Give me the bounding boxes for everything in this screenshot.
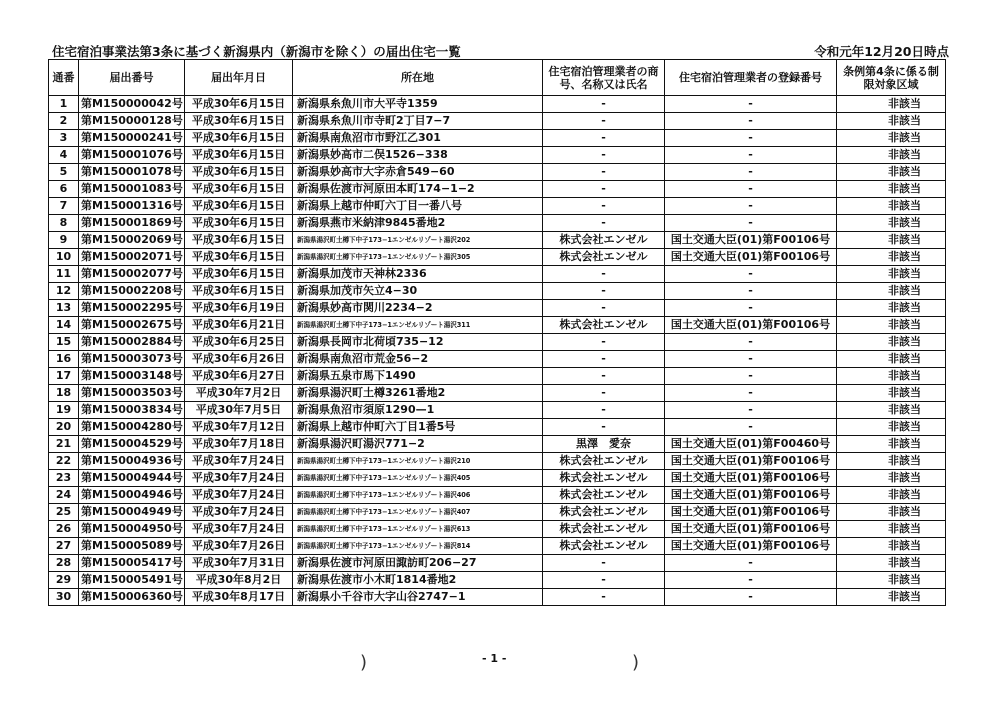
cell-manager-name: - <box>543 402 665 419</box>
cell-serial: 4 <box>49 147 79 164</box>
cell-address: 新潟県湯沢町土樽下中子173−1エンゼルリゾート湯沢405 <box>293 470 543 487</box>
cell-restricted-area: 非該当 <box>837 147 946 164</box>
cell-manager-name: 黒澤 愛奈 <box>543 436 665 453</box>
cell-notification-number: 第M150003834号 <box>79 402 185 419</box>
table-row <box>49 249 946 266</box>
table-row <box>49 504 946 521</box>
cell-restricted-area: 非該当 <box>837 436 946 453</box>
cell-restricted-area: 非該当 <box>837 130 946 147</box>
cell-restricted-area: 非該当 <box>837 164 946 181</box>
cell-manager-registration: - <box>665 147 837 164</box>
cell-restricted-area: 非該当 <box>837 334 946 351</box>
cell-manager-name: - <box>543 589 665 606</box>
cell-address: 新潟県南魚沼市荒金56−2 <box>293 351 543 368</box>
cell-serial: 24 <box>49 487 79 504</box>
cell-restricted-area: 非該当 <box>837 351 946 368</box>
col-header-manager-registration: 住宅宿泊管理業者の登録番号 <box>665 60 837 96</box>
table-row <box>49 181 946 198</box>
cell-serial: 20 <box>49 419 79 436</box>
cell-manager-registration: - <box>665 181 837 198</box>
cell-notification-date: 平成30年7月24日 <box>185 470 293 487</box>
cell-manager-name: - <box>543 113 665 130</box>
cell-serial: 26 <box>49 521 79 538</box>
cell-serial: 29 <box>49 572 79 589</box>
cell-address: 新潟県妙高市大字赤倉549−60 <box>293 164 543 181</box>
cell-address: 新潟県湯沢町湯沢771−2 <box>293 436 543 453</box>
cell-address: 新潟県湯沢町土樽下中子173−1エンゼルリゾート湯沢613 <box>293 521 543 538</box>
cell-notification-date: 平成30年6月21日 <box>185 317 293 334</box>
cell-notification-date: 平成30年6月15日 <box>185 164 293 181</box>
table-row <box>49 555 946 572</box>
cell-notification-date: 平成30年7月18日 <box>185 436 293 453</box>
cell-restricted-area: 非該当 <box>837 215 946 232</box>
cell-restricted-area: 非該当 <box>837 283 946 300</box>
cell-serial: 18 <box>49 385 79 402</box>
cell-manager-name: - <box>543 130 665 147</box>
cell-manager-registration: - <box>665 283 837 300</box>
cell-serial: 6 <box>49 181 79 198</box>
cell-serial: 15 <box>49 334 79 351</box>
cell-restricted-area: 非該当 <box>837 402 946 419</box>
cell-notification-number: 第M150002077号 <box>79 266 185 283</box>
cell-serial: 22 <box>49 453 79 470</box>
cell-notification-number: 第M150004936号 <box>79 453 185 470</box>
cell-notification-number: 第M150005417号 <box>79 555 185 572</box>
cell-manager-registration: 国土交通大臣(01)第F00106号 <box>665 470 837 487</box>
punch-mark-left: ) <box>360 652 368 673</box>
cell-manager-registration: 国土交通大臣(01)第F00460号 <box>665 436 837 453</box>
table-row <box>49 164 946 181</box>
cell-manager-registration: - <box>665 368 837 385</box>
cell-manager-name: 株式会社エンゼル <box>543 317 665 334</box>
cell-serial: 19 <box>49 402 79 419</box>
col-header-manager-name: 住宅宿泊管理業者の商号、名称又は氏名 <box>543 60 665 96</box>
table-row <box>49 368 946 385</box>
cell-notification-number: 第M150003148号 <box>79 368 185 385</box>
cell-manager-registration: 国土交通大臣(01)第F00106号 <box>665 538 837 555</box>
cell-notification-number: 第M150004944号 <box>79 470 185 487</box>
table-row <box>49 487 946 504</box>
table-row <box>49 538 946 555</box>
cell-manager-name: 株式会社エンゼル <box>543 470 665 487</box>
cell-manager-name: 株式会社エンゼル <box>543 453 665 470</box>
cell-notification-number: 第M150004280号 <box>79 419 185 436</box>
cell-address: 新潟県燕市米納津9845番地2 <box>293 215 543 232</box>
cell-notification-number: 第M150002675号 <box>79 317 185 334</box>
cell-notification-date: 平成30年6月15日 <box>185 130 293 147</box>
page-number: - 1 - <box>482 652 507 665</box>
cell-restricted-area: 非該当 <box>837 589 946 606</box>
cell-restricted-area: 非該当 <box>837 504 946 521</box>
cell-restricted-area: 非該当 <box>837 521 946 538</box>
cell-manager-registration: - <box>665 572 837 589</box>
cell-serial: 3 <box>49 130 79 147</box>
cell-notification-date: 平成30年7月24日 <box>185 453 293 470</box>
cell-notification-date: 平成30年6月15日 <box>185 283 293 300</box>
cell-manager-name: - <box>543 164 665 181</box>
cell-manager-registration: 国土交通大臣(01)第F00106号 <box>665 521 837 538</box>
cell-manager-registration: - <box>665 555 837 572</box>
cell-notification-date: 平成30年8月2日 <box>185 572 293 589</box>
cell-manager-registration: - <box>665 334 837 351</box>
cell-serial: 21 <box>49 436 79 453</box>
cell-notification-number: 第M150000241号 <box>79 130 185 147</box>
col-header-notification-date: 届出年月日 <box>185 60 293 96</box>
cell-notification-number: 第M150003073号 <box>79 351 185 368</box>
cell-address: 新潟県佐渡市河原田諏訪町206−27 <box>293 555 543 572</box>
cell-notification-number: 第M150004950号 <box>79 521 185 538</box>
cell-address: 新潟県湯沢町土樽下中子173−1エンゼルリゾート湯沢305 <box>293 249 543 266</box>
cell-restricted-area: 非該当 <box>837 266 946 283</box>
cell-notification-number: 第M150002295号 <box>79 300 185 317</box>
cell-notification-date: 平成30年6月15日 <box>185 215 293 232</box>
cell-notification-number: 第M150004949号 <box>79 504 185 521</box>
cell-serial: 5 <box>49 164 79 181</box>
punch-mark-right: ) <box>632 652 640 673</box>
cell-restricted-area: 非該当 <box>837 300 946 317</box>
cell-manager-registration: 国土交通大臣(01)第F00106号 <box>665 317 837 334</box>
cell-notification-date: 平成30年7月24日 <box>185 487 293 504</box>
cell-manager-registration: - <box>665 164 837 181</box>
cell-manager-registration: 国土交通大臣(01)第F00106号 <box>665 249 837 266</box>
cell-serial: 23 <box>49 470 79 487</box>
registration-table <box>48 59 946 606</box>
cell-manager-name: - <box>543 368 665 385</box>
cell-manager-name: - <box>543 419 665 436</box>
cell-address: 新潟県妙高市関川2234−2 <box>293 300 543 317</box>
table-row <box>49 198 946 215</box>
table-row <box>49 402 946 419</box>
cell-restricted-area: 非該当 <box>837 555 946 572</box>
cell-notification-number: 第M150000128号 <box>79 113 185 130</box>
cell-manager-name: - <box>543 96 665 113</box>
cell-manager-name: - <box>543 283 665 300</box>
cell-notification-number: 第M150005491号 <box>79 572 185 589</box>
cell-manager-name: - <box>543 334 665 351</box>
cell-manager-name: - <box>543 266 665 283</box>
table-row <box>49 96 946 113</box>
table-row <box>49 385 946 402</box>
cell-serial: 8 <box>49 215 79 232</box>
cell-address: 新潟県湯沢町土樽下中子173−1エンゼルリゾート湯沢814 <box>293 538 543 555</box>
cell-manager-registration: - <box>665 419 837 436</box>
cell-notification-date: 平成30年6月15日 <box>185 198 293 215</box>
table-row <box>49 232 946 249</box>
cell-manager-registration: - <box>665 266 837 283</box>
table-row <box>49 266 946 283</box>
cell-manager-registration: - <box>665 589 837 606</box>
cell-manager-registration: - <box>665 113 837 130</box>
table-row <box>49 283 946 300</box>
cell-notification-date: 平成30年6月15日 <box>185 96 293 113</box>
table-row <box>49 589 946 606</box>
cell-address: 新潟県糸魚川市寺町2丁目7−7 <box>293 113 543 130</box>
table-row <box>49 572 946 589</box>
col-header-restricted-area: 条例第4条に係る制限対象区域 <box>837 60 946 96</box>
col-header-serial: 通番 <box>49 60 79 96</box>
cell-restricted-area: 非該当 <box>837 317 946 334</box>
cell-notification-date: 平成30年7月5日 <box>185 402 293 419</box>
cell-restricted-area: 非該当 <box>837 419 946 436</box>
cell-address: 新潟県佐渡市小木町1814番地2 <box>293 572 543 589</box>
document-title: 住宅宿泊事業法第3条に基づく新潟県内（新潟市を除く）の届出住宅一覧 <box>52 44 461 59</box>
cell-notification-number: 第M150002884号 <box>79 334 185 351</box>
as-of-date: 令和元年12月20日時点 <box>814 44 949 59</box>
cell-manager-name: 株式会社エンゼル <box>543 487 665 504</box>
cell-manager-registration: - <box>665 402 837 419</box>
cell-address: 新潟県佐渡市河原田本町174−1−2 <box>293 181 543 198</box>
cell-notification-date: 平成30年6月19日 <box>185 300 293 317</box>
cell-notification-number: 第M150002071号 <box>79 249 185 266</box>
cell-manager-name: - <box>543 147 665 164</box>
cell-manager-name: 株式会社エンゼル <box>543 504 665 521</box>
cell-address: 新潟県小千谷市大字山谷2747−1 <box>293 589 543 606</box>
cell-serial: 30 <box>49 589 79 606</box>
cell-notification-date: 平成30年7月31日 <box>185 555 293 572</box>
cell-manager-name: - <box>543 351 665 368</box>
cell-restricted-area: 非該当 <box>837 487 946 504</box>
cell-restricted-area: 非該当 <box>837 470 946 487</box>
col-header-address: 所在地 <box>293 60 543 96</box>
table-row <box>49 453 946 470</box>
cell-manager-name: - <box>543 385 665 402</box>
cell-notification-date: 平成30年6月27日 <box>185 368 293 385</box>
cell-notification-date: 平成30年6月15日 <box>185 232 293 249</box>
table-row <box>49 113 946 130</box>
cell-restricted-area: 非該当 <box>837 368 946 385</box>
cell-notification-number: 第M150004529号 <box>79 436 185 453</box>
cell-notification-date: 平成30年7月12日 <box>185 419 293 436</box>
cell-restricted-area: 非該当 <box>837 385 946 402</box>
cell-manager-registration: - <box>665 300 837 317</box>
cell-address: 新潟県加茂市矢立4−30 <box>293 283 543 300</box>
cell-serial: 1 <box>49 96 79 113</box>
cell-serial: 2 <box>49 113 79 130</box>
cell-serial: 27 <box>49 538 79 555</box>
cell-address: 新潟県上越市仲町六丁目1番5号 <box>293 419 543 436</box>
cell-address: 新潟県糸魚川市大平寺1359 <box>293 96 543 113</box>
cell-manager-registration: 国土交通大臣(01)第F00106号 <box>665 453 837 470</box>
cell-manager-registration: 国土交通大臣(01)第F00106号 <box>665 504 837 521</box>
cell-manager-name: - <box>543 572 665 589</box>
cell-restricted-area: 非該当 <box>837 249 946 266</box>
cell-notification-number: 第M150003503号 <box>79 385 185 402</box>
table-row <box>49 130 946 147</box>
cell-manager-name: - <box>543 555 665 572</box>
cell-address: 新潟県湯沢町土樽3261番地2 <box>293 385 543 402</box>
cell-notification-number: 第M150005089号 <box>79 538 185 555</box>
table-row <box>49 334 946 351</box>
table-row <box>49 215 946 232</box>
cell-notification-number: 第M150001083号 <box>79 181 185 198</box>
cell-restricted-area: 非該当 <box>837 96 946 113</box>
cell-address: 新潟県湯沢町土樽下中子173−1エンゼルリゾート湯沢210 <box>293 453 543 470</box>
table-row <box>49 317 946 334</box>
cell-manager-registration: - <box>665 215 837 232</box>
cell-notification-date: 平成30年6月15日 <box>185 147 293 164</box>
cell-notification-number: 第M150004946号 <box>79 487 185 504</box>
cell-notification-date: 平成30年6月15日 <box>185 113 293 130</box>
cell-notification-date: 平成30年6月15日 <box>185 249 293 266</box>
cell-notification-date: 平成30年7月24日 <box>185 521 293 538</box>
cell-notification-number: 第M150001869号 <box>79 215 185 232</box>
document-header <box>52 42 949 58</box>
cell-notification-number: 第M150002208号 <box>79 283 185 300</box>
cell-notification-number: 第M150006360号 <box>79 589 185 606</box>
table-row <box>49 351 946 368</box>
cell-restricted-area: 非該当 <box>837 198 946 215</box>
table-row <box>49 470 946 487</box>
cell-notification-number: 第M150000042号 <box>79 96 185 113</box>
cell-serial: 7 <box>49 198 79 215</box>
table-row <box>49 521 946 538</box>
cell-address: 新潟県五泉市馬下1490 <box>293 368 543 385</box>
cell-manager-name: 株式会社エンゼル <box>543 521 665 538</box>
cell-notification-date: 平成30年6月25日 <box>185 334 293 351</box>
table-row <box>49 419 946 436</box>
cell-manager-name: 株式会社エンゼル <box>543 249 665 266</box>
cell-address: 新潟県南魚沼市市野江乙301 <box>293 130 543 147</box>
cell-address: 新潟県上越市仲町六丁目一番八号 <box>293 198 543 215</box>
cell-notification-number: 第M150001076号 <box>79 147 185 164</box>
cell-manager-name: 株式会社エンゼル <box>543 538 665 555</box>
cell-manager-name: - <box>543 215 665 232</box>
cell-manager-registration: 国土交通大臣(01)第F00106号 <box>665 487 837 504</box>
cell-notification-date: 平成30年6月15日 <box>185 266 293 283</box>
cell-serial: 25 <box>49 504 79 521</box>
cell-notification-date: 平成30年6月26日 <box>185 351 293 368</box>
cell-manager-registration: - <box>665 385 837 402</box>
cell-serial: 28 <box>49 555 79 572</box>
cell-serial: 16 <box>49 351 79 368</box>
cell-serial: 14 <box>49 317 79 334</box>
cell-restricted-area: 非該当 <box>837 232 946 249</box>
cell-manager-registration: 国土交通大臣(01)第F00106号 <box>665 232 837 249</box>
cell-notification-date: 平成30年6月15日 <box>185 181 293 198</box>
cell-serial: 9 <box>49 232 79 249</box>
cell-manager-name: - <box>543 181 665 198</box>
table-body <box>49 96 946 606</box>
cell-manager-name: - <box>543 300 665 317</box>
table-row <box>49 147 946 164</box>
cell-manager-registration: - <box>665 130 837 147</box>
cell-serial: 11 <box>49 266 79 283</box>
cell-notification-date: 平成30年7月26日 <box>185 538 293 555</box>
cell-address: 新潟県湯沢町土樽下中子173−1エンゼルリゾート湯沢202 <box>293 232 543 249</box>
cell-serial: 10 <box>49 249 79 266</box>
cell-restricted-area: 非該当 <box>837 572 946 589</box>
table-row <box>49 436 946 453</box>
col-header-notification-number: 届出番号 <box>79 60 185 96</box>
cell-address: 新潟県加茂市天神林2336 <box>293 266 543 283</box>
table-header-row <box>49 60 946 96</box>
table-row <box>49 300 946 317</box>
cell-address: 新潟県湯沢町土樽下中子173−1エンゼルリゾート湯沢406 <box>293 487 543 504</box>
cell-address: 新潟県長岡市北荷頃735−12 <box>293 334 543 351</box>
cell-manager-registration: - <box>665 351 837 368</box>
cell-notification-number: 第M150001078号 <box>79 164 185 181</box>
cell-address: 新潟県妙高市二俣1526−338 <box>293 147 543 164</box>
cell-serial: 17 <box>49 368 79 385</box>
cell-restricted-area: 非該当 <box>837 538 946 555</box>
cell-notification-number: 第M150001316号 <box>79 198 185 215</box>
cell-restricted-area: 非該当 <box>837 453 946 470</box>
cell-notification-date: 平成30年7月24日 <box>185 504 293 521</box>
cell-address: 新潟県魚沼市須原1290—1 <box>293 402 543 419</box>
cell-notification-date: 平成30年7月2日 <box>185 385 293 402</box>
cell-manager-name: - <box>543 198 665 215</box>
cell-manager-registration: - <box>665 198 837 215</box>
cell-address: 新潟県湯沢町土樽下中子173−1エンゼルリゾート湯沢311 <box>293 317 543 334</box>
cell-restricted-area: 非該当 <box>837 181 946 198</box>
cell-restricted-area: 非該当 <box>837 113 946 130</box>
cell-serial: 13 <box>49 300 79 317</box>
cell-serial: 12 <box>49 283 79 300</box>
cell-manager-registration: - <box>665 96 837 113</box>
cell-manager-name: 株式会社エンゼル <box>543 232 665 249</box>
cell-address: 新潟県湯沢町土樽下中子173−1エンゼルリゾート湯沢407 <box>293 504 543 521</box>
cell-notification-date: 平成30年8月17日 <box>185 589 293 606</box>
cell-notification-number: 第M150002069号 <box>79 232 185 249</box>
